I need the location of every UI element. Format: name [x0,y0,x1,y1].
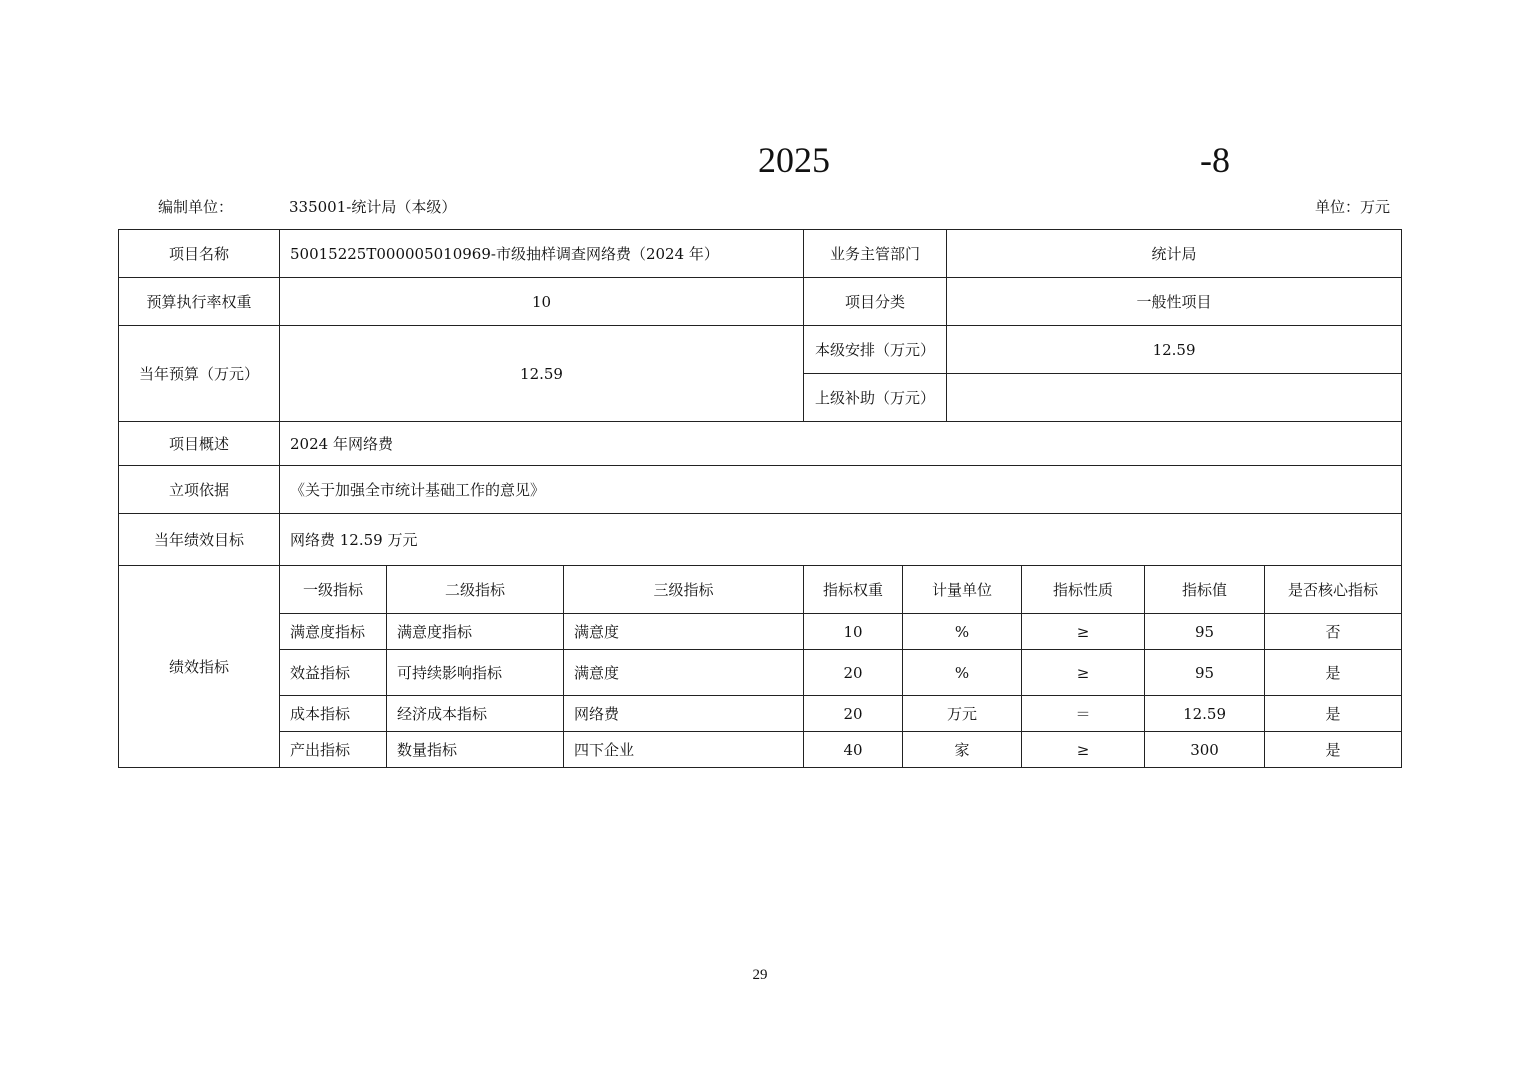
performance-target-table [118,229,1402,768]
indicator-nature: ≥ [1022,732,1145,768]
indicator-value: 95 [1145,650,1265,696]
weight-label: 预算执行率权重 [119,278,280,326]
project-name-label: 项目名称 [119,230,280,278]
overview-label: 项目概述 [119,422,280,466]
indicator-weight: 10 [804,614,903,650]
indicator-value: 300 [1145,732,1265,768]
indicator-core: 是 [1265,650,1402,696]
indicator-level1: 满意度指标 [280,614,387,650]
overview-value: 2024 年网络费 [280,422,1402,466]
row-budget [119,326,1402,374]
row-goal [119,514,1402,566]
indicator-level2: 满意度指标 [387,614,564,650]
upper-value [947,374,1402,422]
indicator-row [119,614,1402,650]
indicator-level3: 网络费 [564,696,804,732]
indicator-nature: ≥ [1022,614,1145,650]
upper-label: 上级补助（万元） [804,374,947,422]
budget-value: 12.59 [280,326,804,422]
indicator-level2: 可持续影响指标 [387,650,564,696]
row-project-name [119,230,1402,278]
header-unit: 计量单位 [903,566,1022,614]
header-value: 指标值 [1145,566,1265,614]
header-core: 是否核心指标 [1265,566,1402,614]
indicator-nature: ＝ [1022,696,1145,732]
basis-value: 《关于加强全市统计基础工作的意见》 [280,466,1402,514]
indicator-level2: 数量指标 [387,732,564,768]
indicator-unit: % [903,614,1022,650]
local-label: 本级安排（万元） [804,326,947,374]
category-label: 项目分类 [804,278,947,326]
indicator-core: 是 [1265,696,1402,732]
category-value: 一般性项目 [947,278,1402,326]
indicator-core: 是 [1265,732,1402,768]
indicator-value: 12.59 [1145,696,1265,732]
indicator-unit: 万元 [903,696,1022,732]
indicator-value: 95 [1145,614,1265,650]
header-level1: 一级指标 [280,566,387,614]
indicator-level3: 满意度 [564,650,804,696]
indicator-level1: 成本指标 [280,696,387,732]
title-suffix: -8 [1200,140,1230,180]
unit-org-label: 编制单位： [158,198,234,216]
indicator-level1: 产出指标 [280,732,387,768]
indicator-unit: % [903,650,1022,696]
goal-label: 当年绩效目标 [119,514,280,566]
indicator-row [119,650,1402,696]
currency-unit: 单位：万元 [1314,198,1390,216]
row-basis [119,466,1402,514]
indicator-level2: 经济成本指标 [387,696,564,732]
indicator-level3: 四下企业 [564,732,804,768]
budget-label: 当年预算（万元） [119,326,280,422]
header-level2: 二级指标 [387,566,564,614]
indicator-weight: 20 [804,650,903,696]
local-value: 12.59 [947,326,1402,374]
indicator-level1: 效益指标 [280,650,387,696]
basis-label: 立项依据 [119,466,280,514]
project-name-value: 50015225T000005010969-市级抽样调查网络费（2024 年） [280,230,804,278]
goal-value: 网络费 12.59 万元 [280,514,1402,566]
indicator-level3: 满意度 [564,614,804,650]
indicator-header-row [119,566,1402,614]
indicator-unit: 家 [903,732,1022,768]
indicator-row [119,696,1402,732]
row-overview [119,422,1402,466]
header-nature: 指标性质 [1022,566,1145,614]
page-number: 29 [752,967,768,983]
title-year: 2025 [758,140,830,180]
header-weight: 指标权重 [804,566,903,614]
indicators-label: 绩效指标 [119,566,280,768]
indicator-weight: 20 [804,696,903,732]
dept-label: 业务主管部门 [804,230,947,278]
indicator-core: 否 [1265,614,1402,650]
indicator-row [119,732,1402,768]
header-level3: 三级指标 [564,566,804,614]
unit-org-value: 335001-统计局（本级） [289,198,457,216]
dept-value: 统计局 [947,230,1402,278]
indicator-nature: ≥ [1022,650,1145,696]
weight-value: 10 [280,278,804,326]
indicator-weight: 40 [804,732,903,768]
row-weight [119,278,1402,326]
